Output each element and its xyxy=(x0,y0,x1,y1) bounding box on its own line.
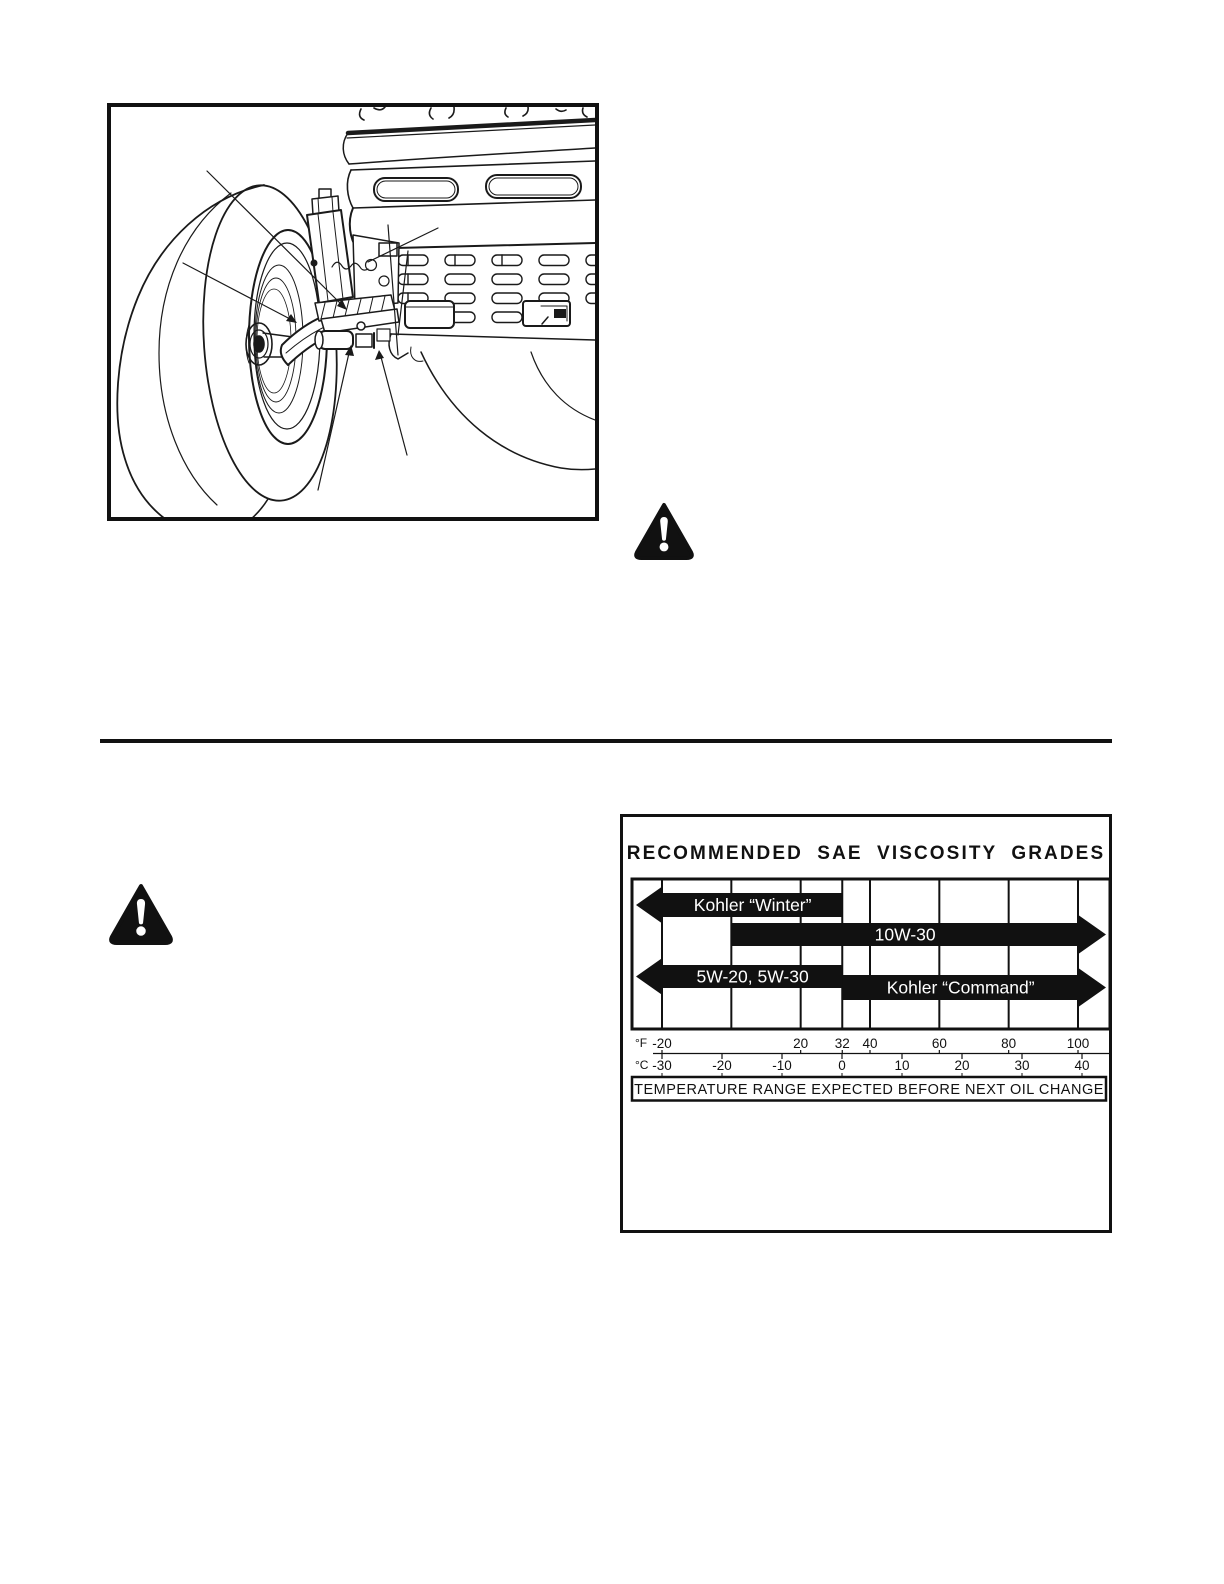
viscosity-chart xyxy=(620,814,1112,1233)
warning-triangle-icon xyxy=(630,502,698,560)
fahrenheit-tick-label: 80 xyxy=(1001,1036,1017,1051)
fahrenheit-tick-label: -20 xyxy=(652,1036,672,1051)
celsius-tick-label: -30 xyxy=(652,1058,672,1073)
chart-title: RECOMMENDED SAE VISCOSITY GRADES xyxy=(626,843,1106,864)
warning-triangle-icon xyxy=(106,883,176,945)
celsius-tick-label: 40 xyxy=(1074,1058,1090,1073)
arrow-label: Kohler “Command” xyxy=(886,977,1035,998)
fahrenheit-tick-label: 20 xyxy=(793,1036,809,1051)
celsius-tick-label: 20 xyxy=(954,1058,970,1073)
celsius-tick-label: 0 xyxy=(838,1058,846,1073)
front-wheel-illustration-icon xyxy=(111,107,595,517)
arrow-label: 10W-30 xyxy=(874,924,936,945)
fahrenheit-tick-label: 100 xyxy=(1066,1036,1090,1051)
front-wheel-figure xyxy=(107,103,599,521)
celsius-tick-label: 10 xyxy=(894,1058,910,1073)
arrow-label: Kohler “Winter” xyxy=(693,895,812,915)
fahrenheit-tick-label: 32 xyxy=(834,1036,850,1051)
celsius-tick-label: -10 xyxy=(772,1058,792,1073)
arrow-label: 5W-20, 5W-30 xyxy=(696,966,809,987)
fahrenheit-tick-label: 40 xyxy=(862,1036,878,1051)
viscosity-chart-graphic xyxy=(623,817,1109,1230)
celsius-axis-unit: °C xyxy=(635,1058,649,1072)
section-divider xyxy=(100,739,1112,743)
celsius-tick-label: -20 xyxy=(712,1058,732,1073)
fahrenheit-tick-label: 60 xyxy=(931,1036,947,1051)
footer-label: TEMPERATURE RANGE EXPECTED BEFORE NEXT OIL CHANGE xyxy=(634,1082,1104,1098)
fahrenheit-axis-unit: °F xyxy=(635,1036,648,1050)
celsius-tick-label: 30 xyxy=(1014,1058,1030,1073)
